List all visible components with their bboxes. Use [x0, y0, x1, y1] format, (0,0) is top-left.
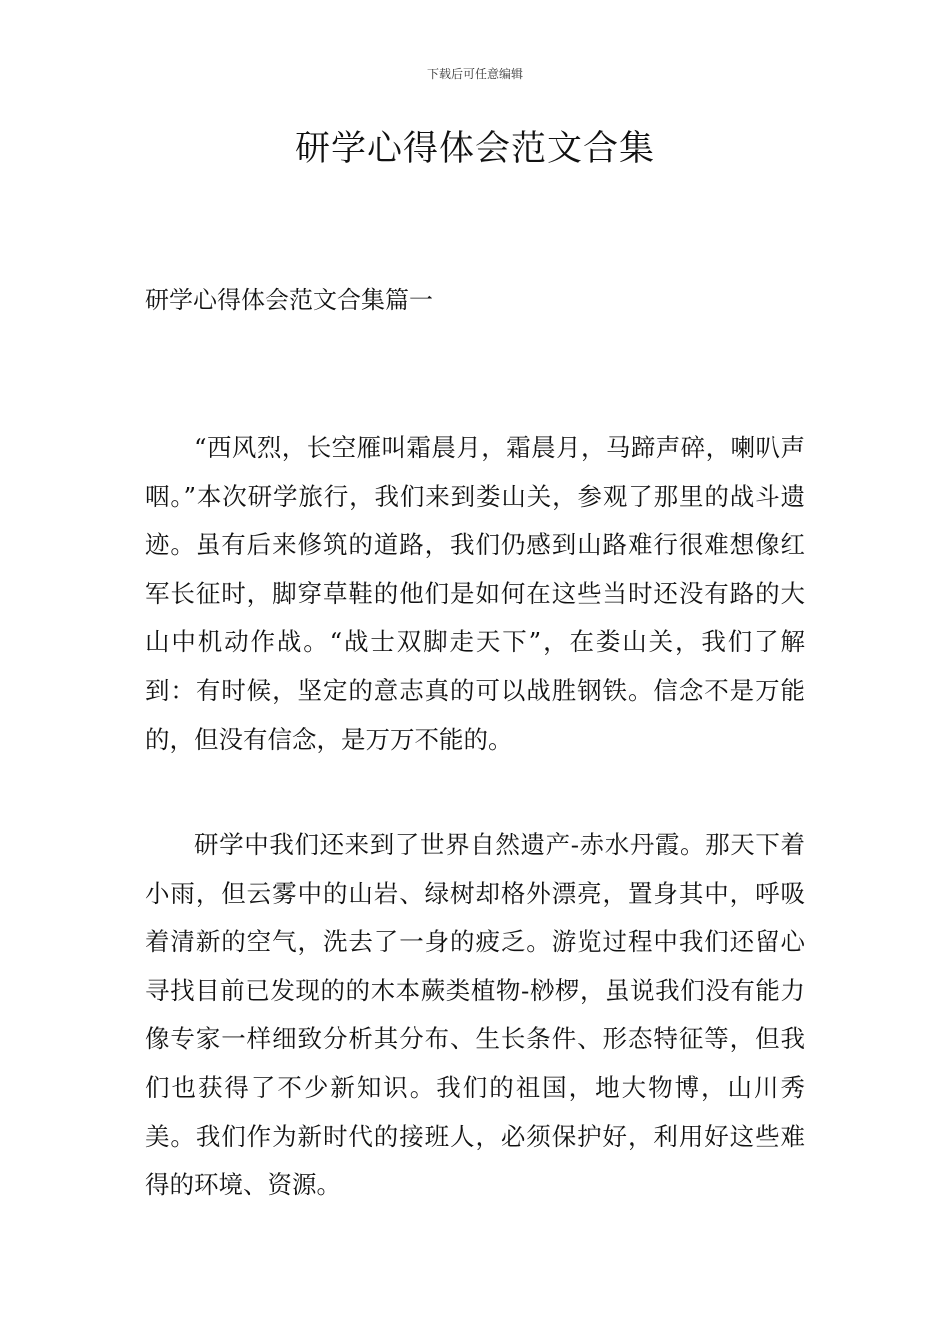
- section-heading: 研学心得体会范文合集篇一: [145, 286, 433, 314]
- document-title: 研学心得体会范文合集: [294, 129, 655, 169]
- header-note: 下载后可任意编辑: [426, 67, 523, 81]
- paragraph: 研学中我们还来到了世界自然遗产-赤水丹霞。那天下着小雨，但云雾中的山岩、绿树却格外漂亮，置身其中，呼吸着清新的空气，洗去了一身的疲乏。游览过程中我们还留心寻找目前已发现的的木本蕨类植物-桫椤，虽说我们没有能力像专家一样细致分析其分布、生长条件、形态特征等，但我们也获得了不少新知识。我们的祖国，地大物博，山川秀美。我们作为新时代的接班人，必须保护好，利用好这些难得的环境、资源。: [145, 830, 805, 1200]
- paragraph: “西风烈，长空雁叫霜晨月，霜晨月，马蹄声碎，喇叭声咽。”本次研学旅行，我们来到娄山关，参观了那里的战斗遗迹。虽有后来修筑的道路，我们仍感到山路难行很难想像红军长征时，脚穿草鞋的他们是如何在这些当时还没有路的大山中机动作战。“战士双脚走天下”，在娄山关，我们了解到：有时候，坚定的意志真的可以战胜钢铁。信念不是万能的，但没有信念，是万万不能的。: [145, 433, 805, 754]
